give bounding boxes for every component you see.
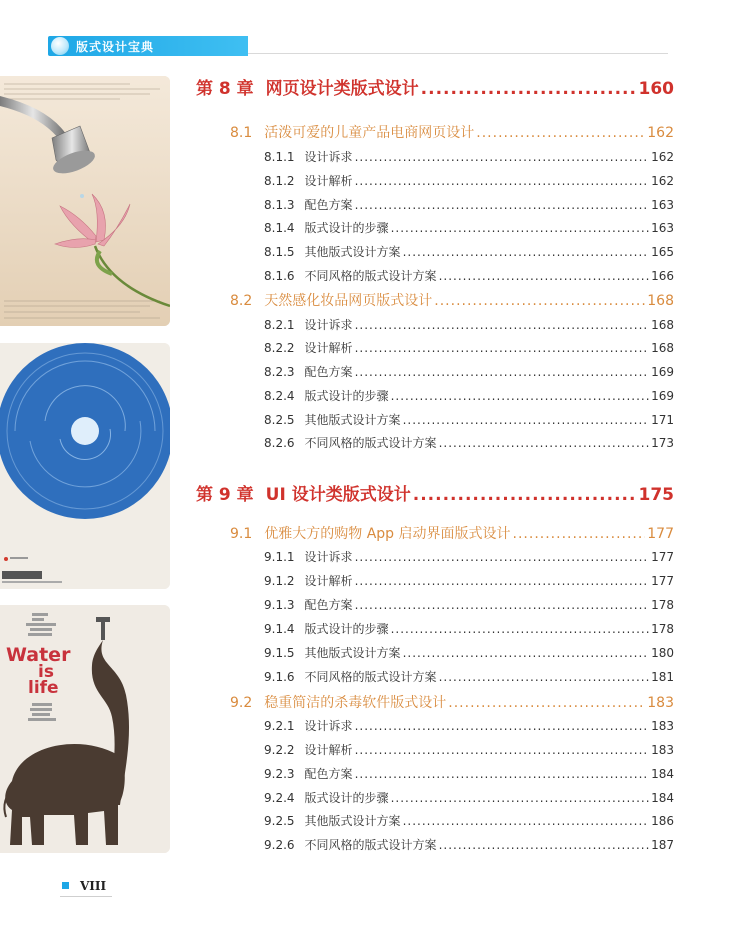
toc-section-entry[interactable] [230,692,674,712]
toc-leader-dots [355,174,650,188]
toc-leader-dots [403,646,650,660]
toc-sub-entry[interactable] [264,620,674,637]
life-word: life [28,678,59,698]
toc-number: 8.2.1 [264,318,295,332]
toc-leader-dots [355,365,650,379]
toc-sub-entry[interactable] [264,717,674,734]
toc-page-number: 183 [647,695,674,711]
toc-title: 版式设计的步骤 [304,791,389,805]
toc-sub-entry[interactable] [264,243,674,260]
toc-title: 设计诉求 [304,719,353,733]
toc-leader-dots [439,436,650,450]
toc-sub-entry[interactable] [264,741,674,758]
toc-page-number: 181 [651,670,674,684]
toc-page-number: 184 [651,791,674,805]
toc-title: 设计诉求 [304,150,353,164]
toc-section-entry[interactable] [230,122,674,142]
toc-title: 设计诉求 [304,318,353,332]
toc-leader-dots [439,269,650,283]
toc-number: 9.1.3 [264,598,295,612]
toc-title: 其他版式设计方案 [304,814,401,828]
toc-sub-entry[interactable] [264,339,674,356]
toc-page-number: 165 [651,245,674,259]
toc-number: 8.2.5 [264,413,295,427]
toc-title: 不同风格的版式设计方案 [304,670,437,684]
toc-sub-entry[interactable] [264,596,674,613]
toc-title: 其他版式设计方案 [304,646,401,660]
toc-leader-dots [476,125,645,141]
toc-leader-dots [403,814,650,828]
toc-page-number: 183 [651,743,674,757]
toc-leader-dots [355,318,650,332]
toc-page-number: 177 [651,550,674,564]
toc-page-number: 160 [638,79,674,99]
toc-number: 9.1.4 [264,622,295,636]
toc-leader-dots [403,413,650,427]
toc-leader-dots [439,670,650,684]
toc-number: 8.1.4 [264,221,295,235]
toc-sub-entry[interactable] [264,644,674,661]
toc-number: 9.2 [230,695,253,711]
toc-leader-dots [355,550,650,564]
toc-sub-entry[interactable] [264,548,674,565]
book-title: 版式设计宝典 [76,40,155,54]
toc-page-number: 168 [647,293,674,309]
toc-page-number: 168 [651,318,674,332]
toc-page-number: 184 [651,767,674,781]
toc-page-number: 178 [651,598,674,612]
toc-sub-entry[interactable] [264,363,674,380]
toc-page-number: 187 [651,838,674,852]
toc-sub-entry[interactable] [264,765,674,782]
toc-number: 9.2.3 [264,767,295,781]
toc-number: 9.2.5 [264,814,295,828]
toc-page-number: 166 [651,269,674,283]
toc-number: 第 8 章 [196,79,254,99]
toc-title: 其他版式设计方案 [304,413,401,427]
toc-page-number: 162 [651,174,674,188]
toc-sub-entry[interactable] [264,316,674,333]
toc-title: 设计诉求 [304,550,353,564]
toc-sub-entry[interactable] [264,411,674,428]
toc-title: 天然感化妆品网页版式设计 [264,293,433,309]
toc-title: 配色方案 [304,598,353,612]
toc-page-number: 162 [647,125,674,141]
toc-sub-entry[interactable] [264,148,674,165]
toc-leader-dots [355,341,650,355]
toc-title: 稳重简洁的杀毒软件版式设计 [264,695,447,711]
toc-leader-dots [355,719,650,733]
toc-number: 8.2.3 [264,365,295,379]
toc-number: 8.2.2 [264,341,295,355]
toc-number: 8.1.3 [264,198,295,212]
toc-number: 8.2.6 [264,436,295,450]
toc-page-number: 162 [651,150,674,164]
toc-number: 8.2.4 [264,389,295,403]
toc-leader-dots [391,622,650,636]
toc-page-number: 169 [651,389,674,403]
toc-leader-dots [439,838,650,852]
toc-chapter-entry[interactable] [196,480,674,505]
toc-leader-dots [355,767,650,781]
toc-title: 配色方案 [304,767,353,781]
water-word: Water [6,644,71,666]
toc-page-number: 186 [651,814,674,828]
toc-title: 不同风格的版式设计方案 [304,269,437,283]
toc-title: 优雅大方的购物 App 启动界面版式设计 [264,526,511,542]
toc-title: 设计解析 [304,341,353,355]
toc-number: 9.2.6 [264,838,295,852]
toc-leader-dots [391,389,650,403]
toc-title: 设计解析 [304,174,353,188]
toc-number: 9.1 [230,526,253,542]
toc-page-number: 183 [651,719,674,733]
toc-leader-dots [403,245,650,259]
toc-sub-entry[interactable] [264,196,674,213]
toc-number: 9.1.2 [264,574,295,588]
footer-divider [60,896,112,897]
toc-number: 9.2.1 [264,719,295,733]
toc-page-number: 177 [651,574,674,588]
toc-leader-dots [355,743,650,757]
toc-sub-entry[interactable] [264,572,674,589]
toc-sub-entry[interactable] [264,267,674,284]
toc-sub-entry[interactable] [264,836,674,853]
toc-page-number: 177 [647,526,674,542]
toc-number: 8.1 [230,125,253,141]
toc-leader-dots [391,221,650,235]
toc-sub-entry[interactable] [264,219,674,236]
toc-page-number: 173 [651,436,674,450]
toc-title: 配色方案 [304,365,353,379]
toc-title: 不同风格的版式设计方案 [304,436,437,450]
toc-number: 9.1.6 [264,670,295,684]
toc-leader-dots [421,79,637,99]
toc-leader-dots [355,574,650,588]
toc-page-number: 171 [651,413,674,427]
toc-number: 第 9 章 [196,485,254,505]
toc-sub-entry[interactable] [264,172,674,189]
toc-title: 版式设计的步骤 [304,622,389,636]
toc-page-number: 168 [651,341,674,355]
toc-sub-entry[interactable] [264,387,674,404]
toc-leader-dots [513,526,646,542]
toc-leader-dots [413,485,637,505]
toc-sub-entry[interactable] [264,668,674,685]
toc-title: 版式设计的步骤 [304,389,389,403]
toc-number: 9.2.2 [264,743,295,757]
toc-page-number: 175 [638,485,674,505]
page-marker-square [62,882,69,889]
toc-page-number: 180 [651,646,674,660]
toc-leader-dots [434,293,645,309]
is-word: is [38,662,54,682]
toc-sub-entry[interactable] [264,789,674,806]
toc-number: 8.1.6 [264,269,295,283]
toc-page-number: 178 [651,622,674,636]
toc-chapter-entry[interactable] [196,74,674,99]
toc-number: 9.1.5 [264,646,295,660]
toc-section-entry[interactable] [230,523,674,543]
toc-page-number: 169 [651,365,674,379]
toc-leader-dots [391,791,650,805]
toc-title: 网页设计类版式设计 [265,79,419,99]
toc-title: 其他版式设计方案 [304,245,401,259]
toc-page-number: 163 [651,198,674,212]
page-number: VIII [80,879,107,893]
toc-title: 版式设计的步骤 [304,221,389,235]
toc-title: 设计解析 [304,574,353,588]
toc-number: 8.2 [230,293,253,309]
toc-number: 8.1.5 [264,245,295,259]
toc-section-entry[interactable] [230,290,674,310]
toc-title: 活泼可爱的儿童产品电商网页设计 [264,125,475,141]
toc-sub-entry[interactable] [264,434,674,451]
toc-leader-dots [355,198,650,212]
toc-number: 8.1.2 [264,174,295,188]
toc-title: 设计解析 [304,743,353,757]
toc-title: 不同风格的版式设计方案 [304,838,437,852]
toc-number: 9.2.4 [264,791,295,805]
toc-sub-entry[interactable] [264,812,674,829]
toc-leader-dots [448,695,645,711]
toc-leader-dots [355,150,650,164]
toc-leader-dots [355,598,650,612]
toc-number: 8.1.1 [264,150,295,164]
toc-title: UI 设计类版式设计 [265,485,411,505]
toc-title: 配色方案 [304,198,353,212]
toc-page-number: 163 [651,221,674,235]
toc-number: 9.1.1 [264,550,295,564]
